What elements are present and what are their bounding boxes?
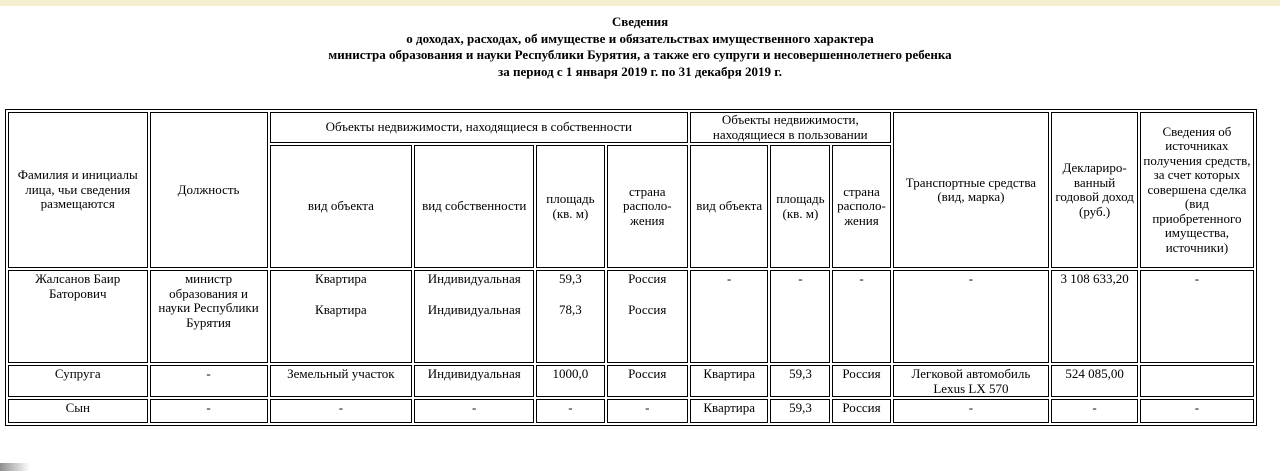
cell-position: -	[150, 365, 268, 397]
document-title	[0, 14, 1280, 80]
cell-used-country: -	[832, 270, 890, 363]
corner-shadow	[0, 463, 30, 471]
header-owned-ownership: вид собственности	[414, 145, 534, 268]
cell-income: -	[1051, 399, 1138, 423]
cell-used-area: 59,3	[770, 399, 830, 423]
title-line-2: о доходах, расходах, об имуществе и обязательствах имущественного характера	[406, 30, 874, 46]
header-income: Деклариро-ванный годовой доход (руб.)	[1051, 112, 1138, 268]
top-strip	[0, 0, 1280, 6]
cell-owned-ownership: Индивидуальная	[414, 365, 534, 397]
header-used-group: Объекты недвижимости, находящиеся в пользовании	[690, 112, 891, 143]
header-owned-group: Объекты недвижимости, находящиеся в собственности	[270, 112, 688, 143]
header-sources: Сведения об источниках получения средств, за счет которых совершена сделка (вид приобретенного имущества, источники)	[1140, 112, 1254, 268]
cell-owned-area: -	[536, 399, 604, 423]
header-used-country: страна располо-жения	[832, 145, 890, 268]
cell-used-country: Россия	[832, 365, 890, 397]
cell-owned-area: 1000,0	[536, 365, 604, 397]
cell-vehicles: Легковой автомобиль Lexus LX 570	[893, 365, 1050, 397]
title-line-3: министра образования и науки Республики Бурятия, а также его супруги и несовершеннолетнего ребенка	[328, 47, 952, 62]
cell-position: -	[150, 399, 268, 423]
cell-owned-type-item: Квартира	[315, 271, 367, 286]
cell-name: Жалсанов Баир Баторович	[8, 270, 148, 363]
cell-owned-country-item: Россия	[628, 271, 667, 286]
header-position: Должность	[150, 112, 268, 268]
cell-owned-country: -	[607, 399, 689, 423]
cell-used-area: -	[770, 270, 830, 363]
header-row-1	[8, 112, 1254, 143]
header-used-type: вид объекта	[690, 145, 768, 268]
cell-owned-ownership	[414, 270, 534, 363]
cell-owned-type-item: Квартира	[315, 301, 367, 317]
header-vehicles: Транспортные средства (вид, марка)	[893, 112, 1050, 268]
title-line-1: Сведения	[611, 14, 669, 29]
cell-vehicles: -	[893, 399, 1050, 423]
header-owned-country: страна располо-жения	[607, 145, 689, 268]
cell-used-type: -	[690, 270, 768, 363]
cell-name: Сын	[8, 399, 148, 423]
cell-used-country: Россия	[832, 399, 890, 423]
cell-income: 3 108 633,20	[1051, 270, 1138, 363]
cell-owned-country	[607, 270, 689, 363]
declaration-table	[5, 109, 1257, 426]
cell-income: 524 085,00	[1051, 365, 1138, 397]
cell-owned-country-item: Россия	[628, 301, 667, 317]
header-name: Фамилия и инициалы лица, чьи сведения размещаются	[8, 112, 148, 268]
cell-sources: -	[1140, 399, 1254, 423]
cell-owned-type	[270, 270, 413, 363]
cell-vehicles: -	[893, 270, 1050, 363]
table-row	[8, 270, 1254, 363]
cell-owned-area-item: 59,3	[559, 271, 582, 286]
cell-used-type: Квартира	[690, 365, 768, 397]
cell-owned-ownership-item: Индивидуальная	[427, 271, 521, 286]
cell-sources	[1140, 365, 1254, 397]
cell-used-area: 59,3	[770, 365, 830, 397]
cell-sources: -	[1140, 270, 1254, 363]
cell-owned-area	[536, 270, 604, 363]
header-owned-area: площадь (кв. м)	[536, 145, 604, 268]
cell-position: министр образования и науки Республики Бурятия	[150, 270, 268, 363]
cell-owned-area-item: 78,3	[559, 301, 582, 317]
cell-owned-ownership-item: Индивидуальная	[427, 301, 521, 317]
cell-used-type: Квартира	[690, 399, 768, 423]
table-row	[8, 399, 1254, 423]
cell-owned-ownership: -	[414, 399, 534, 423]
cell-name: Супруга	[8, 365, 148, 397]
cell-owned-type: -	[270, 399, 413, 423]
header-owned-type: вид объекта	[270, 145, 413, 268]
cell-owned-type: Земельный участок	[270, 365, 413, 397]
header-used-area: площадь (кв. м)	[770, 145, 830, 268]
title-line-4: за период с 1 января 2019 г. по 31 декабря 2019 г.	[497, 63, 782, 79]
table-row	[8, 365, 1254, 397]
cell-owned-country: Россия	[607, 365, 689, 397]
